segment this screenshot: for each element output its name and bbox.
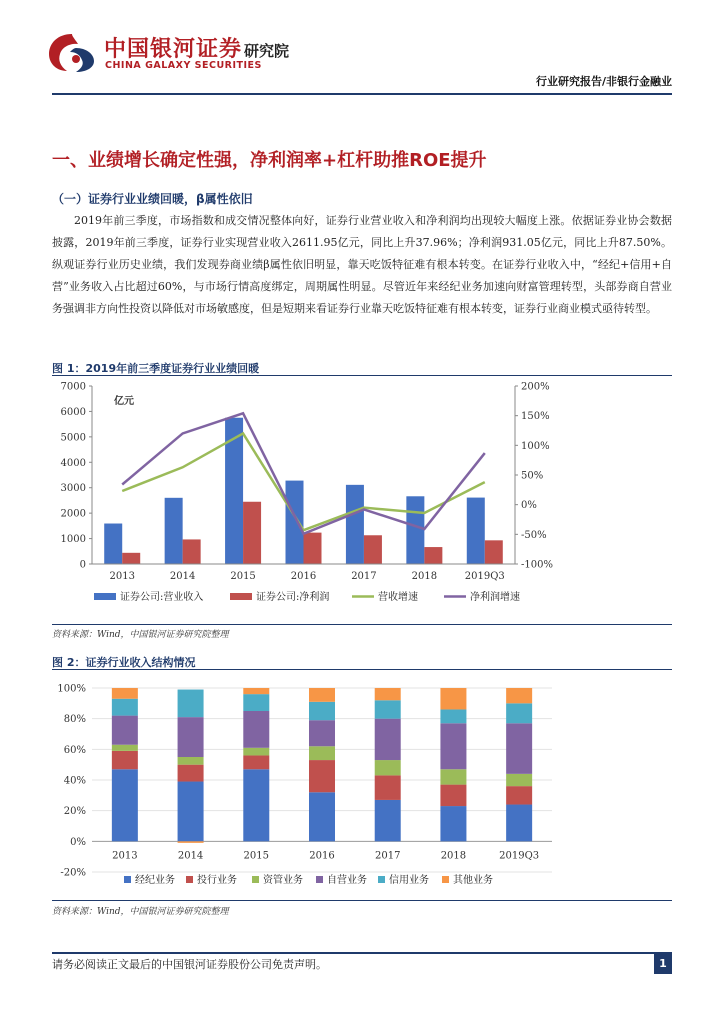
stack-segment	[243, 688, 269, 694]
bar-revenue	[406, 496, 424, 564]
figure2-source: 资料来源：Wind，中国银河证券研究院整理	[52, 907, 229, 917]
legend-swatch	[124, 876, 131, 883]
y2-tick-label: -50%	[521, 529, 547, 541]
stack-segment	[243, 694, 269, 711]
stack-segment	[178, 690, 204, 718]
legend-swatch	[316, 876, 323, 883]
stack-segment	[309, 746, 335, 760]
stack-segment	[309, 720, 335, 746]
legend-label: 净利润增速	[470, 592, 520, 603]
stack-segment	[243, 748, 269, 756]
y-tick-label: 2000	[60, 508, 86, 520]
stack-segment	[506, 688, 532, 703]
bar-revenue	[104, 524, 122, 564]
legend-swatch	[186, 876, 193, 883]
y2-tick-label: 50%	[521, 470, 544, 482]
page-number: 1	[654, 954, 672, 974]
bar-net-profit	[485, 540, 503, 564]
legend-swatch	[94, 593, 116, 600]
stack-segment	[112, 716, 138, 745]
stack-segment	[375, 775, 401, 800]
legend-label: 证券公司:净利润	[256, 592, 330, 603]
stack-segment	[309, 702, 335, 720]
x-tick-label: 2019Q3	[464, 571, 505, 582]
legend-label: 经纪业务	[135, 875, 175, 886]
y2-tick-label: 0%	[521, 500, 537, 512]
stack-segment	[506, 774, 532, 786]
bar-net-profit	[183, 539, 201, 564]
subsection-heading: （一）证券行业业绩回暖，β属性依旧	[52, 192, 253, 206]
y-tick-label: 7000	[60, 381, 86, 393]
stack-segment	[375, 688, 401, 700]
x-tick-label: 2015	[230, 571, 256, 582]
y-tick-label: -20%	[60, 867, 86, 879]
stack-segment	[506, 703, 532, 723]
x-tick-label: 2013	[112, 850, 138, 862]
footer-divider	[52, 952, 672, 954]
stack-segment	[112, 769, 138, 841]
legend-label: 自营业务	[327, 875, 367, 886]
legend-label: 证券公司:营业收入	[120, 592, 204, 603]
y-tick-label: 6000	[60, 406, 86, 418]
y2-tick-label: 200%	[521, 381, 550, 393]
stack-segment	[506, 786, 532, 804]
y-tick-label: 1000	[60, 534, 86, 546]
bar-revenue	[467, 498, 485, 564]
y-tick-label: 3000	[60, 483, 86, 495]
stack-segment	[243, 755, 269, 769]
stack-segment	[178, 782, 204, 842]
stack-segment	[309, 760, 335, 792]
legend-swatch	[378, 876, 385, 883]
stack-segment	[112, 751, 138, 769]
figure2-bottom-rule	[52, 900, 672, 901]
logo-english-name: CHINA GALAXY SECURITIES	[105, 60, 262, 71]
unit-label: 亿元	[114, 396, 134, 407]
bar-revenue	[286, 481, 304, 564]
bar-revenue	[346, 485, 364, 564]
y-tick-label: 0%	[70, 836, 86, 848]
footer-disclaimer: 请务必阅读正文最后的中国银河证券股份公司免责声明。	[52, 958, 327, 971]
stack-segment	[375, 719, 401, 760]
x-tick-label: 2013	[109, 571, 135, 582]
figure1-source: 资料来源：Wind，中国银河证券研究院整理	[52, 630, 229, 640]
figure1-title: 图 1：2019年前三季度证券行业业绩回暖	[52, 362, 260, 375]
figure2-chart	[52, 672, 672, 894]
x-tick-label: 2018	[440, 850, 467, 862]
legend-swatch	[230, 593, 252, 600]
legend-label: 信用业务	[389, 875, 429, 886]
stack-segment	[178, 765, 204, 782]
stack-segment	[440, 806, 466, 841]
stack-segment	[440, 769, 466, 784]
y2-tick-label: 150%	[521, 411, 550, 423]
figure2-top-rule	[52, 669, 672, 670]
institute-label: 研究院	[244, 42, 290, 60]
galaxy-logo-icon	[46, 30, 98, 74]
stack-segment	[506, 805, 532, 842]
x-tick-label: 2017	[374, 850, 401, 862]
stack-segment	[112, 699, 138, 716]
stack-segment	[309, 792, 335, 841]
x-tick-label: 2018	[411, 571, 438, 582]
figure1-bottom-rule	[52, 624, 672, 625]
stack-segment	[178, 841, 204, 843]
report-type: 行业研究报告/非银行金融业	[535, 75, 672, 88]
figure1-chart	[52, 378, 672, 616]
logo-chinese-name: 中国银河证券	[104, 37, 243, 62]
stack-segment	[375, 800, 401, 841]
y-tick-label: 0	[79, 559, 86, 571]
stack-segment	[440, 688, 466, 709]
legend-swatch	[442, 876, 449, 883]
stack-segment	[375, 700, 401, 718]
bar-net-profit	[424, 547, 442, 564]
stack-segment	[243, 769, 269, 841]
figure1-top-rule	[52, 375, 672, 376]
stack-segment	[112, 745, 138, 751]
y-tick-label: 60%	[63, 744, 86, 756]
y-tick-label: 100%	[57, 683, 86, 695]
bar-net-profit	[243, 502, 261, 564]
y2-tick-label: -100%	[521, 559, 553, 571]
bar-revenue	[165, 498, 183, 564]
stack-segment	[178, 757, 204, 765]
x-tick-label: 2016	[290, 571, 317, 582]
x-tick-label: 2016	[309, 850, 335, 862]
x-tick-label: 2014	[169, 571, 196, 582]
y-tick-label: 4000	[60, 457, 86, 469]
figure2-title: 图 2：证券行业收入结构情况	[52, 656, 196, 669]
stack-segment	[178, 717, 204, 757]
stack-segment	[440, 723, 466, 769]
legend-swatch	[252, 876, 259, 883]
x-tick-label: 2014	[177, 850, 204, 862]
stack-segment	[506, 723, 532, 774]
bar-net-profit	[122, 553, 140, 564]
header-divider	[52, 93, 672, 95]
stack-segment	[309, 688, 335, 702]
section-heading: 一、业绩增长确定性强，净利润率+杠杆助推ROE提升	[52, 150, 487, 171]
x-tick-label: 2015	[243, 850, 270, 862]
y-tick-label: 20%	[63, 806, 86, 818]
legend-label: 其他业务	[453, 875, 493, 886]
x-tick-label: 2019Q3	[499, 850, 540, 862]
stack-segment	[112, 688, 138, 699]
bar-net-profit	[364, 535, 382, 564]
stack-segment	[440, 709, 466, 723]
legend-label: 营收增速	[378, 592, 418, 603]
y-tick-label: 80%	[63, 714, 86, 726]
stack-segment	[243, 711, 269, 748]
y2-tick-label: 100%	[521, 440, 550, 452]
x-tick-label: 2017	[351, 571, 377, 582]
legend-label: 投行业务	[197, 875, 237, 886]
y-tick-label: 5000	[60, 432, 86, 444]
legend-label: 资管业务	[263, 875, 303, 886]
body-paragraph: 2019年前三季度，市场指数和成交情况整体向好，证券行业营业收入和净利润均出现较大幅度上涨。依据证券业协会数据披露，2019年前三季度，证券行业实现营业收入2611.95亿元，同比上升37.96%；净利润931.05亿元，同比上升87.50%。纵观证券行业历史业绩，我们发现券商业绩β属性依旧明显，靠天吃饭特征难有根本转变。在证券行业收入中，“经纪+信用+自营”业务收入占比超过60%，与市场行情高度绑定，周期属性明显。尽管近年来经纪业务加速向财富管理转型，头部券商自营业务强调非方向性投资以降低对市场敏感度，但是短期来看证券行业靠天吃饭特征难有根本转变，证券行业商业模式亟待转型。	[52, 214, 672, 315]
stack-segment	[375, 760, 401, 775]
y-tick-label: 40%	[63, 775, 86, 787]
bar-net-profit	[304, 533, 322, 564]
stack-segment	[440, 785, 466, 806]
